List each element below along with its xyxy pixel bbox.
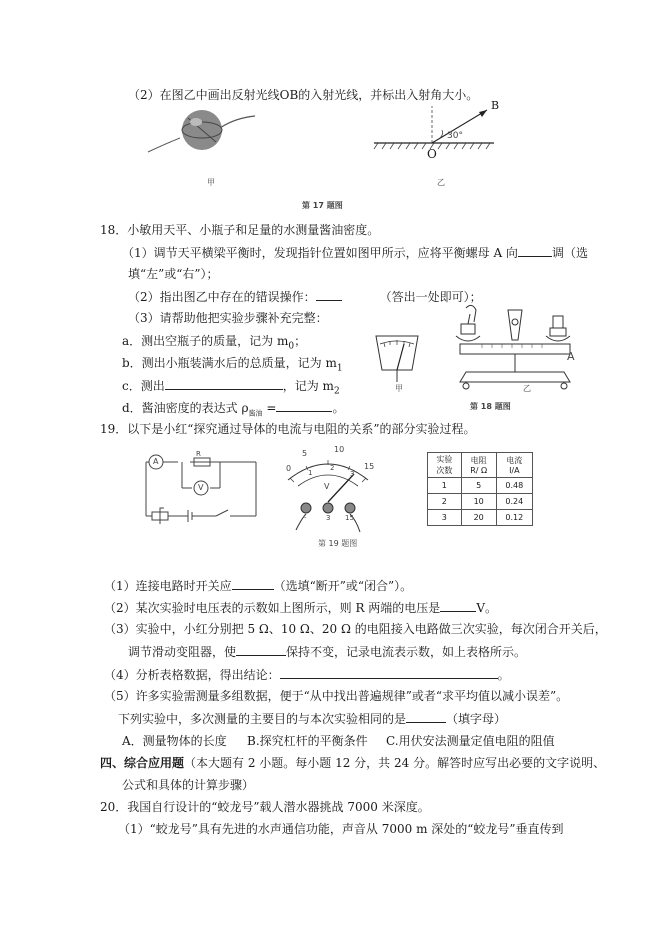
- q19-blank2[interactable]: [440, 599, 476, 612]
- q19-meter-unit: V: [324, 482, 330, 491]
- table-row: [428, 510, 533, 526]
- table-header-cell: 电流 I/A: [496, 453, 532, 478]
- q18-figure-yi: [452, 300, 577, 396]
- q19-p5b: 下列实验中，多次测量的主要目的与本次实验相同的是 （填字母）: [118, 712, 507, 726]
- q19-stem: 19．以下是小红“探究通过导体的电流与电阻的关系”的部分实验过程。: [100, 422, 476, 436]
- q18-label-yi: 乙: [523, 384, 531, 393]
- q19-resistor-label: R: [196, 450, 201, 458]
- q19-meter-tick-5: 5: [302, 449, 308, 458]
- q19-ammeter-label: A: [153, 457, 159, 466]
- q19-p1: （1）连接电路时开关应 （选填“断开”或“闭合”）。: [104, 579, 413, 593]
- table-cell: 10: [461, 494, 496, 510]
- table-cell: 5: [461, 478, 496, 494]
- q19-blank3[interactable]: [236, 643, 286, 656]
- q19-blank1[interactable]: [232, 577, 274, 590]
- q18-p2: （2）指出图乙中存在的错误操作： （答出一处即可）；: [128, 290, 482, 304]
- table-row: [428, 478, 533, 494]
- table-header-cell: 电阻 R/ Ω: [461, 453, 496, 478]
- q18-label-jia: 甲: [395, 384, 403, 393]
- section4-header: 四、综合应用题（本大题有 2 小题。每小题 12 分，共 24 分。解答时应写出必要的文字说明、: [100, 756, 606, 770]
- q18-p1c: 填“左”或“右”）；: [128, 267, 219, 281]
- q18-label-a: A: [567, 350, 575, 363]
- q20-p1: （1）“蛟龙号”具有先进的水声通信功能，声音从 7000 m 深处的“蛟龙号”垂直传到: [118, 822, 564, 836]
- q19-meter-tick-0: 0: [286, 464, 292, 473]
- table-cell: 0.48: [496, 478, 532, 494]
- q19-terminal-neg: -: [304, 514, 307, 522]
- q17-part2: （2）在图乙中画出反射光线OB的入射光线，并标出入射角大小。: [128, 88, 479, 102]
- q18-blank3[interactable]: [165, 377, 283, 390]
- q19-blank5[interactable]: [406, 710, 446, 723]
- q17-label-jia: 甲: [207, 178, 215, 187]
- q19-meter-inner-2: 2: [330, 464, 335, 472]
- q19-meter-tick-10: 10: [334, 445, 345, 454]
- q19-fig-caption: 第 19 题图: [318, 539, 358, 548]
- section4-desc2: 公式和具体的计算步骤）: [122, 778, 255, 792]
- q19-voltmeter-label: V: [198, 483, 204, 492]
- table-cell: 3: [428, 510, 462, 526]
- q19-meter-inner-3: 3: [350, 470, 355, 478]
- q18-step-c: c．测出 ，记为 $m_2$: [122, 379, 340, 397]
- q18-blank1[interactable]: [518, 244, 552, 257]
- table-header-cell: 实验 次数: [428, 453, 462, 478]
- q18-blank4[interactable]: [276, 399, 332, 412]
- q19-option-b: B.探究杠杆的平衡条件: [247, 734, 368, 748]
- q17-label-yi: 乙: [437, 178, 445, 187]
- q18-stem: 18．小敏用天平、小瓶子和足量的水测量酱油密度。: [100, 223, 380, 237]
- q19-terminal-15: 15: [345, 514, 354, 522]
- q20-stem: 20．我国自行设计的“蛟龙号”载人潜水器挑战 7000 米深度。: [100, 800, 430, 814]
- q18-fig-caption: 第 18 题图: [470, 402, 511, 411]
- table-cell: 20: [461, 510, 496, 526]
- q18-blank2[interactable]: [316, 288, 342, 301]
- q18-p3: （3）请帮助他把实验步骤补充完整：: [128, 311, 328, 325]
- q18-p1: （1）调节天平横梁平衡时，发现指针位置如图甲所示，应将平衡螺母 A 向 调（选: [122, 246, 588, 260]
- q19-p3b: 调节滑动变阻器，使 保持不变，记录电流表示数，如上表格所示。: [128, 645, 527, 659]
- q18-step-b: b．测出小瓶装满水后的总质量，记为 $m_1$: [122, 356, 343, 374]
- q17-point-b: B: [491, 99, 500, 112]
- q18-step-a: a．测出空瓶子的质量，记为 $m_0$；: [122, 334, 307, 352]
- q19-p3a: （3）实验中，小红分别把 5 Ω、10 Ω、20 Ω 的电阻接入电路做三次实验，每次闭合开关后，: [104, 622, 607, 636]
- q19-terminal-3: 3: [326, 514, 331, 522]
- table-row: [428, 494, 533, 510]
- q19-meter-tick-15: 15: [364, 462, 375, 471]
- q18-step-d: d．酱油密度的表达式 $\rho_{酱油}$ = 。: [122, 401, 345, 418]
- q19-p2: （2）某次实验时电压表的示数如上图所示，则 R 两端的电压是 V。: [104, 601, 497, 615]
- q19-option-c: C.用伏安法测量定值电阻的阻值: [386, 734, 555, 748]
- table-cell: 0.12: [496, 510, 532, 526]
- table-cell: 1: [428, 478, 462, 494]
- table-cell: 2: [428, 494, 462, 510]
- q17-figure-jia: [140, 104, 265, 164]
- q17-fig-caption: 第 17 题图: [302, 201, 343, 210]
- q17-point-o: O: [427, 147, 437, 161]
- q19-data-table: [427, 452, 533, 526]
- table-row: [428, 453, 533, 478]
- table-cell: 0.24: [496, 494, 532, 510]
- q19-p5a: （5）许多实验需测量多组数据，便于“从中找出普遍规律”或者“求平均值以减小误差”。: [104, 689, 569, 703]
- q19-blank4[interactable]: [280, 666, 498, 679]
- q17-angle: 30°: [447, 131, 463, 141]
- q19-p4: （4）分析表格数据，得出结论： 。: [104, 668, 510, 682]
- q19-option-a: A．测量物体的长度: [122, 734, 227, 748]
- q19-meter-inner-1: 1: [308, 469, 313, 477]
